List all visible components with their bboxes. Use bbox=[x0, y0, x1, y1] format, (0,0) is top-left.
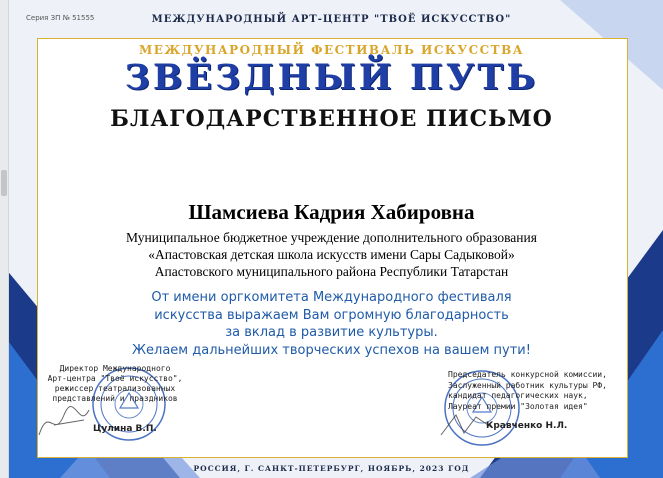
scrollbar-thumb[interactable] bbox=[1, 170, 7, 196]
document-title: БЛАГОДАРСТВЕННОЕ ПИСЬМО bbox=[110, 106, 553, 132]
footer-location-date: РОССИЯ, Г. САНКТ-ПЕТЕРБУРГ, НОЯБРЬ, 2023 ГОД bbox=[193, 464, 470, 473]
art-center-name: МЕЖДУНАРОДНЫЙ АРТ-ЦЕНТР "ТВОЁ ИСКУССТВО" bbox=[151, 14, 512, 25]
signatory-left-title bbox=[40, 364, 190, 404]
festival-line: МЕЖДУНАРОДНЫЙ ФЕСТИВАЛЬ ИСКУССТВА bbox=[138, 43, 525, 57]
recipient-name: Шамсиева Кадрия Хабировна bbox=[188, 200, 475, 224]
organization-line: Муниципальное бюджетное учреждение дополнительного образования bbox=[126, 230, 537, 245]
signatory-right-line: кандидат педагогических наук, bbox=[448, 391, 588, 400]
organization-line: Апастовского муниципального района Республики Татарстан bbox=[154, 264, 509, 279]
message-line: искусства выражаем Вам огромную благодарность bbox=[154, 307, 509, 323]
organization-line: «Апастовская детская школа искусств имени Сары Садыковой» bbox=[148, 247, 515, 262]
signatory-left-line: режиссер театрализованных bbox=[54, 384, 176, 393]
signatory-right-line: Председатель конкурсной комиссии, bbox=[448, 370, 607, 379]
signatory-right-title bbox=[448, 370, 628, 412]
signatory-right-name: Кравченко Н.Л. bbox=[486, 421, 568, 431]
signatory-right-line: Заслуженный работник культуры РФ, bbox=[448, 380, 607, 390]
gratitude-message bbox=[0, 289, 663, 359]
signatory-left-line: представлений и праздников bbox=[52, 394, 178, 403]
signatory-left-line: Арт-центра "Твоё искусство", bbox=[47, 374, 183, 383]
signatory-left-line: Директор Международного bbox=[59, 364, 171, 373]
message-line: за вклад в развитие культуры. bbox=[225, 325, 438, 340]
signatory-left-name: Цулина В.П. bbox=[93, 424, 157, 434]
message-line: От имени оргкомитета Международного фестиваля bbox=[151, 290, 512, 305]
message-line: Желаем дальнейших творческих успехов на вашем пути! bbox=[132, 342, 531, 358]
festival-name: ЗВЁЗДНЫЙ ПУТЬ bbox=[124, 57, 539, 98]
signatory-right-line: Лауреат премии "Золотая идея" bbox=[448, 401, 588, 411]
organization-block bbox=[0, 229, 663, 280]
serial-number: Серия ЗП № 51555 bbox=[26, 14, 95, 22]
